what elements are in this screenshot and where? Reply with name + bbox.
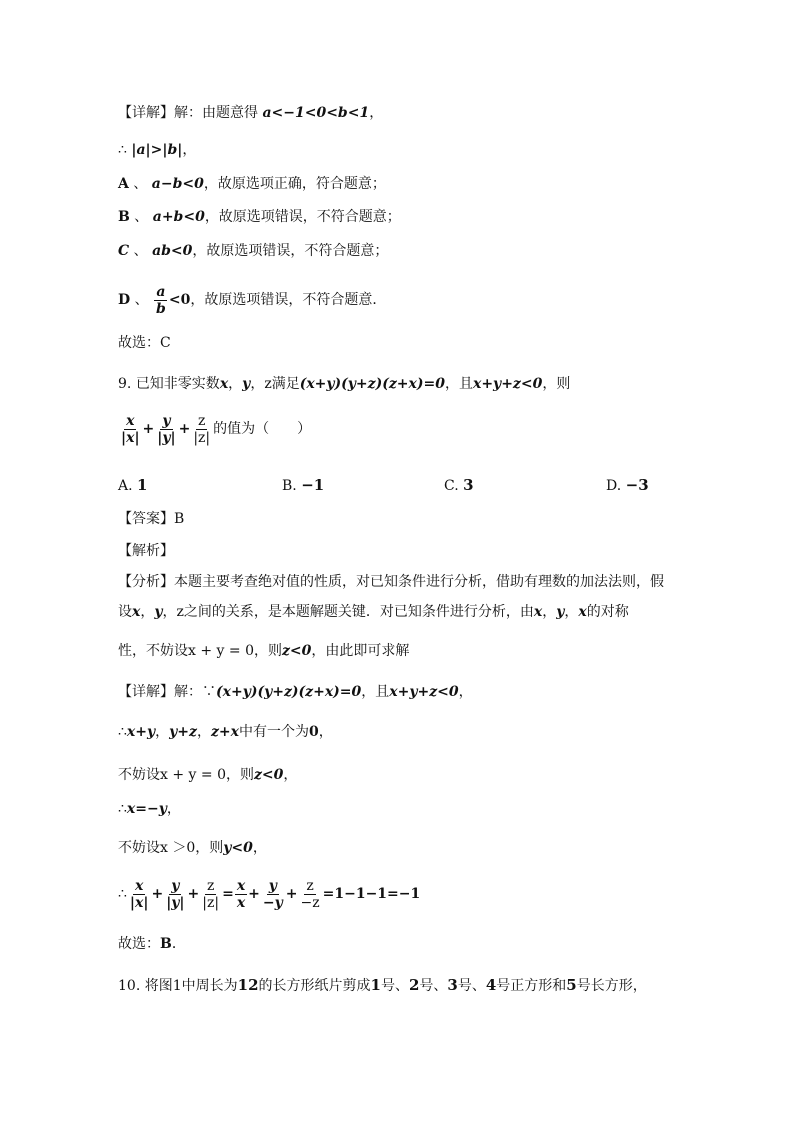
answer-9b: 故选：B． xyxy=(118,936,186,952)
option-d-fraction: $\frac{a}{b}$ xyxy=(156,283,166,317)
question-10-line-1: 10. 将图1中周长为12的长方形纸片剪成1号、2号、3号、4号正方形和5号长方形， xyxy=(118,976,647,994)
therefore-symbol: ∴ xyxy=(118,142,127,158)
detail-label: 【详解】 xyxy=(118,105,174,121)
detail-line-1: 【详解】解：由题意得 a<−1<0<b<1， xyxy=(118,105,384,121)
fraction-z: $\frac{z}{|z|}$ xyxy=(193,412,211,446)
question-9-line-2: $\frac{x}{|x|}$ + $\frac{y}{|y|}$ + $\frac{z}{|z|}$ 的值为（ ） xyxy=(121,412,312,446)
option-c-letter: C xyxy=(118,243,130,259)
condition-expr: a<−1<0<b<1 xyxy=(262,105,370,121)
step-1: ∴x+y，y+z，z+x中有一个为0， xyxy=(118,724,333,740)
option-b-line: B 、 a+b<0，故原选项错误，不符合题意； xyxy=(118,209,401,225)
option-c-expr: ab<0 xyxy=(152,243,193,259)
question-9-line-1: 9. 已知非零实数x，y，z满足(x+y)(y+z)(z+x)=0，且x+y+z<0，则 xyxy=(118,376,571,392)
analysis-line-1: 【分析】本题主要考查绝对值的性质，对已知条件进行分析，借助有理数的加法法则，假 xyxy=(118,574,664,590)
choice-d: D. −3 xyxy=(606,476,649,494)
answer-9: 【答案】B xyxy=(118,511,185,527)
option-d-text: ，故原选项错误，不符合题意． xyxy=(190,292,387,308)
abs-compare-expr: |a|>|b| xyxy=(131,142,183,158)
question-9-condition: (x+y)(y+z)(z+x)=0 xyxy=(299,376,445,392)
option-a-expr: a−b<0 xyxy=(151,176,204,192)
choice-a: A. 1 xyxy=(118,476,148,494)
option-c-text: ，故原选项错误，不符合题意； xyxy=(192,243,389,259)
option-b-text: ，故原选项错误，不符合题意； xyxy=(204,209,401,225)
answer-8: 故选：C xyxy=(118,335,171,351)
therefore-line-1: ∴ |a|>|b|， xyxy=(118,142,197,158)
step-5: ∴ $\frac{x}{|x|}$ + $\frac{y}{|y|}$ + $\frac{z}{|z|}$ = $\frac{x}{x}$ + $\frac{y}{-y}$ + $\frac{z}{-z}$ =1−1−1=−1 xyxy=(118,877,421,911)
option-b-expr: a+b<0 xyxy=(152,209,205,225)
option-d-letter: D xyxy=(118,292,131,308)
step-2: 不妨设x + y = 0，则z<0， xyxy=(118,767,298,783)
question-10-number: 10. xyxy=(118,978,141,994)
option-a-letter: A xyxy=(118,176,129,192)
option-d-line: D 、 $\frac{a}{b}$ <0，故原选项错误，不符合题意． xyxy=(118,283,387,317)
analysis-title: 【解析】 xyxy=(118,543,174,559)
detail-intro: 解：由题意得 xyxy=(174,105,258,121)
option-a-line: A 、 a−b<0，故原选项正确，符合题意； xyxy=(118,176,386,192)
option-b-letter: B xyxy=(118,209,130,225)
question-9-condition-2: x+y+z<0 xyxy=(472,376,543,392)
choice-b: B. −1 xyxy=(282,476,325,494)
analysis-line-3: 性，不妨设x + y = 0，则z<0，由此即可求解 xyxy=(118,643,410,659)
option-a-text: ，故原选项正确，符合题意； xyxy=(203,176,386,192)
step-3: ∴x=−y， xyxy=(118,801,181,817)
option-c-line: C 、 ab<0，故原选项错误，不符合题意； xyxy=(118,243,389,259)
analysis-line-2: 设x，y，z之间的关系，是本题解题关键．对已知条件进行分析，由x，y，x的对称 xyxy=(118,604,629,620)
fraction-x: $\frac{x}{|x|}$ xyxy=(121,412,140,446)
step-4: 不妨设x ＞0，则y<0， xyxy=(118,840,267,856)
choice-c: C. 3 xyxy=(444,476,474,494)
detail-line-2: 【详解】解：∵(x+y)(y+z)(z+x)=0，且x+y+z<0， xyxy=(118,684,473,700)
question-9-number: 9. xyxy=(118,376,132,392)
fraction-y: $\frac{y}{|y|}$ xyxy=(157,412,176,446)
